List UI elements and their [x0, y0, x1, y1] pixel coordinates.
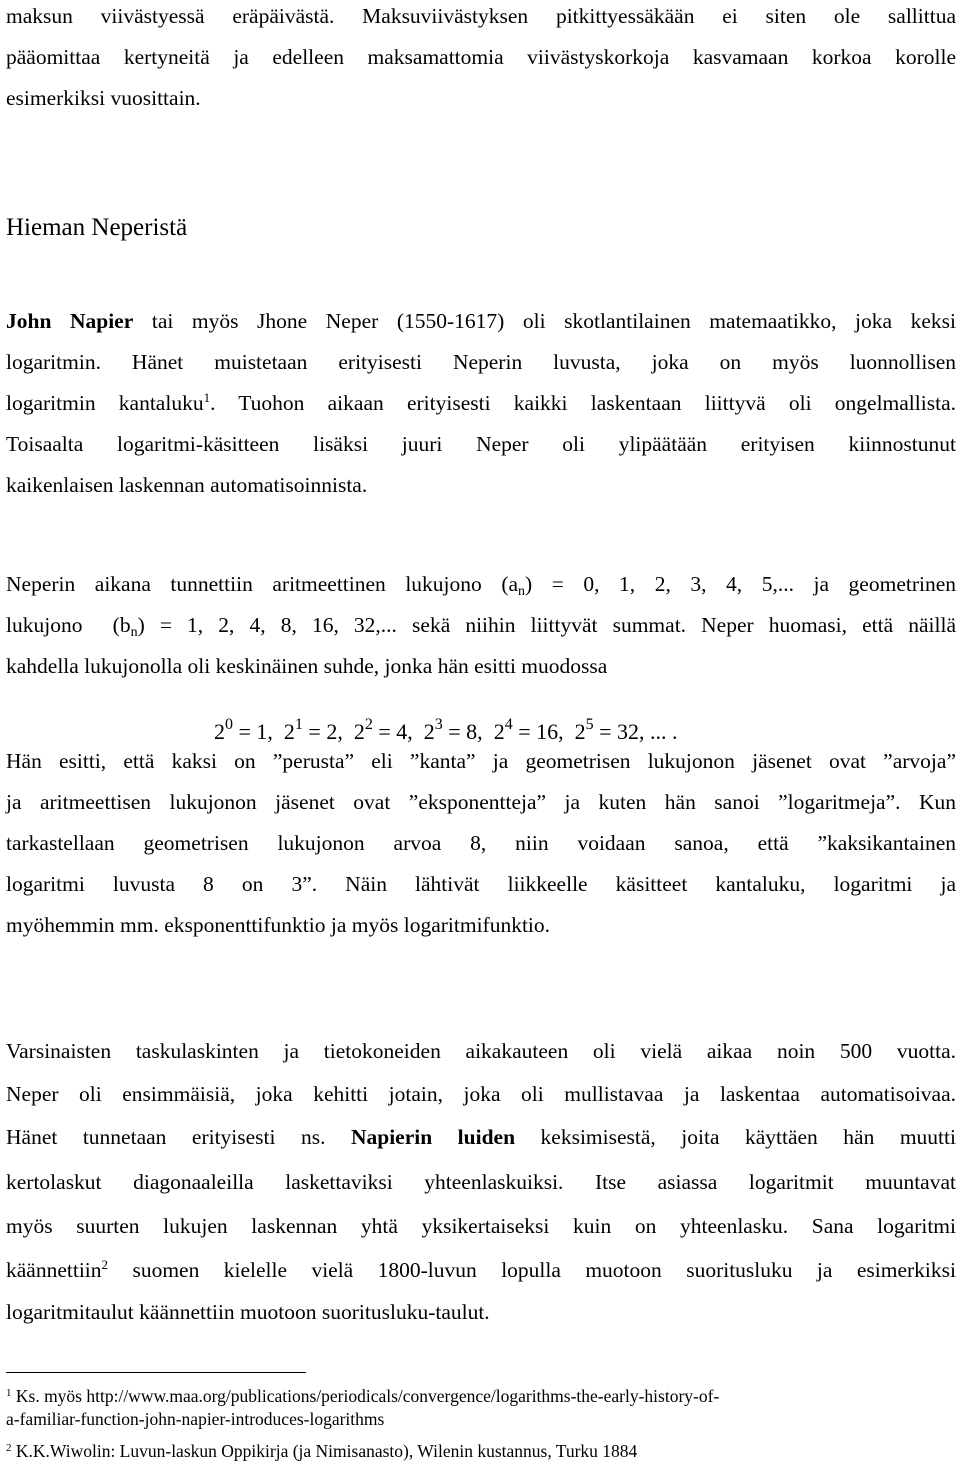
footnote-number: 2 — [6, 1442, 12, 1454]
footnote-text: K.K.Wiwolin: Luvun-laskun Oppikirja (ja Nimisanasto), Wilenin kustannus, Turku 1884 — [15, 1441, 638, 1461]
math-open: (a — [501, 572, 519, 596]
text-span: . Tuohon aikaan erityisesti kaikki laskentaan liittyvä oli ongelmallista. — [210, 391, 956, 415]
paragraph-napier — [6, 301, 956, 506]
paragraph-history — [6, 1029, 956, 1333]
text-line: logaritmi luvusta 8 on 3”. Näin lähtivät liikkeelle käsitteet kantaluku, logaritmi ja — [6, 872, 956, 896]
text-line: Varsinaisten taskulaskinten ja tietokoneiden aikakauteen oli vielä aikaa noin 500 vuotta. — [6, 1039, 956, 1063]
text-span: Neperin aikana tunnettiin aritmeettinen lukujono — [6, 572, 482, 596]
text-line: myös suurten lukujen laskennan yhtä yksikertaiseksi kuin on yhteenlasku. Sana logaritmi — [6, 1214, 956, 1238]
text-line — [6, 564, 956, 605]
text-line: kaikenlaisen laskennan automatisoinnista. — [6, 473, 368, 497]
text-line: tarkastellaan geometrisen lukujonon arvoa 8, niin voidaan sanoa, että ”kaksikantainen — [6, 831, 956, 855]
text-line: kertolaskut diagonaaleilla laskettaviksi yhteenlaskuiksi. Itse asiassa logaritmit muuntavat — [6, 1170, 956, 1194]
text-span: suomen kielelle vielä 1800-luvun lopulla muotoon suoritusluku ja esimerkiksi — [108, 1258, 956, 1282]
eq-base: 2 — [353, 719, 365, 744]
text-span: ja geometrinen — [813, 572, 957, 596]
text-line: Hän esitti, että kaksi on ”perusta” eli ”kanta” ja geometrisen lukujonon jäsenet ovat ”arvoja” — [6, 749, 956, 773]
eq-exponent: 2 — [364, 716, 373, 733]
footnote-number: 1 — [6, 1387, 12, 1399]
text-span: käännettiin — [6, 1258, 102, 1282]
math-subscript: n — [518, 584, 526, 599]
eq-rhs: = 4, — [372, 719, 424, 744]
text-line: logaritmitaulut käännettiin muotoon suoritusluku-taulut. — [6, 1300, 490, 1324]
text-line: myöhemmin mm. eksponenttifunktio ja myös logaritmifunktio. — [6, 913, 551, 937]
text-line — [6, 1115, 956, 1160]
text-line — [6, 1248, 956, 1292]
eq-base: 2 — [423, 719, 435, 744]
eq-rhs: = 8, — [442, 719, 494, 744]
eq-exponent: 4 — [504, 716, 513, 733]
text-line — [6, 301, 956, 342]
text-line: Toisaalta logaritmi-käsitteen lisäksi juuri Neper oli ylipäätään erityisen kiinnostunut — [6, 432, 956, 456]
eq-rhs: = 2, — [302, 719, 354, 744]
geometric-sequence-formula — [112, 613, 397, 640]
text-span: sekä niihin liittyvät summat. Neper huomasi, että näillä — [396, 613, 956, 637]
text-line — [6, 605, 956, 646]
footnote-ref-1: 1 — [203, 390, 211, 405]
footnote-text: a-familiar-function-john-napier-introduces-logarithms — [6, 1409, 385, 1429]
eq-exponent: 3 — [434, 716, 443, 733]
eq-exponent: 0 — [225, 716, 233, 733]
text-line: ja aritmeettisen lukujonon jäsenet ovat ”eksponentteja” ja kuten hän sanoi ”logaritmeja”. Kun — [6, 790, 956, 814]
footnote-ref-2: 2 — [101, 1257, 109, 1272]
paragraph-intro-continuation — [6, 0, 956, 119]
footnote-separator — [6, 1372, 306, 1373]
math-rest: ) = 1, 2, 4, 8, 16, 32,... — [137, 613, 397, 637]
text-span: keksimisestä, joita käyttäen hän muutti — [515, 1125, 956, 1149]
footnote-text: Ks. myös http://www.maa.org/publications/periodicals/convergence/logarithms-the-early-history-of- — [15, 1386, 720, 1406]
eq-base: 2 — [214, 719, 225, 744]
eq-base: 2 — [493, 719, 505, 744]
eq-rhs: = 32, ... . — [593, 719, 678, 744]
text-line: logaritmin. Hänet muistetaan erityisesti Neperin luvusta, joka on myös luonnollisen — [6, 350, 956, 374]
text-line: kahdella lukujonolla oli keskinäinen suhde, jonka hän esitti muodossa — [6, 654, 608, 678]
bold-term: Napierin luiden — [350, 1125, 516, 1149]
eq-rhs: = 16, — [512, 719, 575, 744]
eq-rhs: = 1, — [233, 719, 284, 744]
bold-name: John Napier — [6, 309, 134, 333]
paragraph-explanation — [6, 741, 956, 946]
text-line — [6, 383, 956, 424]
math-subscript: n — [130, 625, 138, 640]
text-span: Hänet tunnetaan erityisesti ns. — [6, 1125, 351, 1149]
eq-base: 2 — [283, 719, 295, 744]
text-span: lukujono — [6, 613, 83, 637]
section-heading: Hieman Neperistä — [6, 214, 188, 241]
text-line: maksun viivästyessä eräpäivästä. Maksuviivästyksen pitkittyessäkään ei siten ole sallittua — [6, 4, 956, 28]
math-rest: ) = 0, 1, 2, 3, 4, 5,... — [525, 572, 794, 596]
eq-exponent: 1 — [294, 716, 303, 733]
footnote-2 — [6, 1440, 956, 1463]
footnote-1 — [6, 1385, 956, 1431]
text-line: esimerkiksi vuosittain. — [6, 86, 201, 110]
text-span: logaritmin kantaluku — [6, 391, 204, 415]
text-line: Neper oli ensimmäisiä, joka kehitti jotain, joka oli mullistavaa ja laskentaa automatisoivaa. — [6, 1082, 956, 1106]
text-span: tai myös Jhone Neper (1550-1617) oli skotlantilainen matemaatikko, joka keksi — [133, 309, 956, 333]
eq-base: 2 — [574, 719, 586, 744]
paragraph-sequences — [6, 564, 956, 687]
text-line: pääomittaa kertyneitä ja edelleen maksamattomia viivästyskorkoja kasvamaan korkoa korolle — [6, 45, 956, 69]
math-open: (b — [112, 613, 131, 637]
eq-exponent: 5 — [585, 716, 594, 733]
arithmetic-sequence-formula — [501, 572, 794, 599]
